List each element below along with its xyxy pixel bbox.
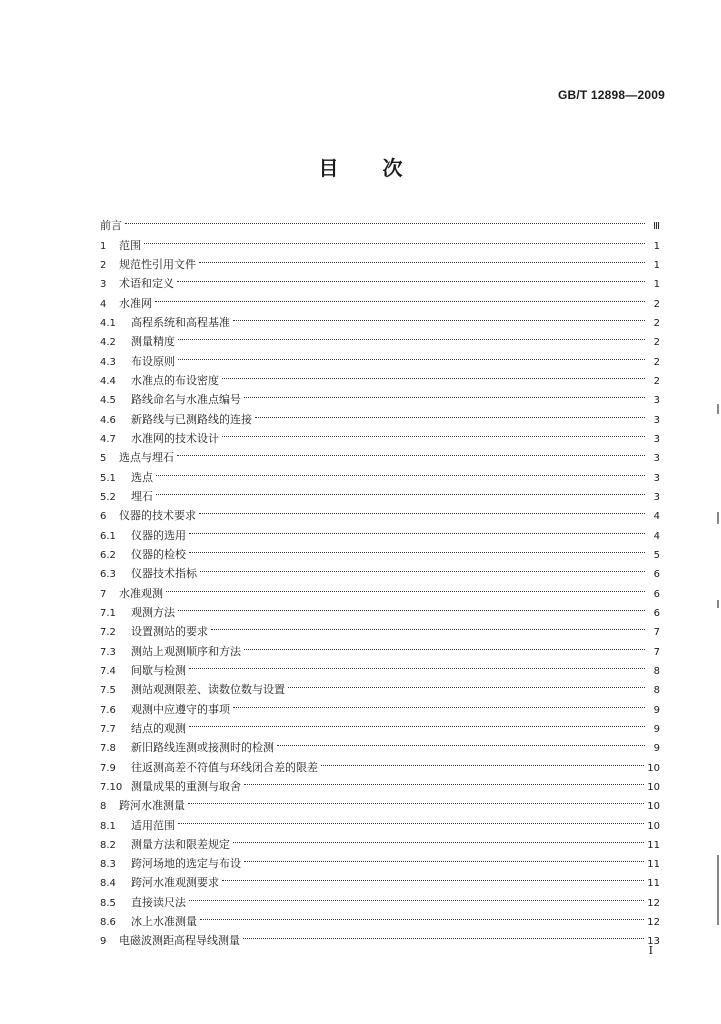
toc-entry-title: 前言 — [100, 219, 122, 233]
toc-entry-number: 4.5 — [100, 395, 116, 407]
toc-entry-number: 7.1 — [100, 607, 116, 619]
toc-entry-page: 3 — [653, 491, 660, 503]
toc-entry-title: 范围 — [119, 238, 141, 252]
toc-entry-page: 3 — [653, 472, 660, 484]
toc-entry-page: 9 — [653, 704, 660, 716]
toc-dot-leader — [222, 365, 645, 384]
toc-title-char-2: 次 — [382, 156, 403, 180]
toc-dot-leader — [233, 307, 645, 326]
toc-entry-title: 新路线与已测路线的连接 — [131, 412, 252, 426]
toc-dot-leader — [166, 577, 645, 596]
toc-entry-number: 1 — [100, 240, 107, 252]
toc-entry-page: 2 — [653, 317, 660, 329]
toc-dot-leader — [244, 771, 644, 790]
toc-entry-title: 仪器的检校 — [131, 547, 186, 561]
toc-entry-page: 8 — [653, 685, 660, 697]
toc-entry-page: 5 — [653, 549, 660, 561]
toc-entry-title: 间歇与检测 — [131, 663, 186, 677]
toc-entry — [100, 577, 660, 600]
toc-entry-number: 8.3 — [100, 859, 116, 871]
toc-entry-number: 8.6 — [100, 917, 116, 929]
toc-entry-number: 6 — [100, 511, 107, 523]
toc-dot-leader — [199, 500, 645, 519]
toc-entry-page: 9 — [653, 743, 660, 755]
toc-entry-page: 12 — [647, 917, 660, 929]
toc-entry-title: 结点的观测 — [131, 721, 186, 735]
toc-dot-leader — [222, 423, 645, 442]
toc-entry-number: 4.1 — [100, 317, 116, 329]
toc-entry-title: 冰上水准测量 — [131, 915, 197, 929]
toc-entry-title: 测站上观测顺序和方法 — [131, 644, 241, 658]
toc-dot-leader — [244, 635, 645, 654]
toc-entry — [100, 597, 660, 619]
toc-entry — [100, 365, 660, 387]
toc-entry-title: 测量成果的重测与取舍 — [131, 779, 241, 793]
toc-entry-number: 5.1 — [100, 472, 116, 484]
toc-entry — [100, 809, 660, 832]
toc-entry — [100, 268, 660, 291]
toc-entry-number: 4.7 — [100, 433, 116, 445]
toc-entry-number: 7.7 — [100, 723, 116, 735]
toc-dot-leader — [189, 655, 645, 674]
toc-dot-leader — [189, 539, 645, 558]
toc-dot-leader — [178, 326, 645, 345]
toc-dot-leader — [222, 867, 644, 886]
toc-dot-leader — [244, 848, 644, 867]
toc-dot-leader — [288, 674, 645, 693]
toc-entry-page: 12 — [647, 897, 660, 909]
toc-entry-number: 2 — [100, 259, 107, 271]
toc-title-char-1: 目 — [318, 156, 339, 180]
standard-number: GB/T 12898—2009 — [557, 88, 665, 102]
toc-entry-page: 4 — [653, 511, 660, 523]
toc-entry-title: 埋石 — [131, 489, 153, 503]
toc-entry-title: 仪器技术指标 — [131, 567, 197, 581]
toc-entry-page: 1 — [653, 240, 660, 252]
toc-entry-title: 水准网 — [119, 296, 152, 310]
toc-entry-title: 观测中应遵守的事项 — [131, 702, 230, 716]
toc-entry-page: 11 — [647, 859, 660, 871]
toc-entry-title: 测量方法和限差规定 — [131, 837, 230, 851]
toc-entry-number: 8.1 — [100, 820, 116, 832]
toc-entry-title: 观测方法 — [131, 605, 175, 619]
toc-entry-number: 7.8 — [100, 743, 116, 755]
toc-entry-page: 3 — [653, 453, 660, 465]
toc-entry-number: 9 — [100, 936, 107, 948]
toc-entry — [100, 307, 660, 329]
toc-entry-number: 7.10 — [100, 781, 123, 793]
toc-entry-number: 7.4 — [100, 665, 116, 677]
toc-dot-leader — [177, 268, 645, 287]
toc-entry-title: 水准点的布设密度 — [131, 373, 219, 387]
toc-entry-page: 11 — [647, 878, 660, 890]
toc-entry-title: 电磁波测距高程导线测量 — [119, 934, 240, 948]
toc-entry-title: 仪器的选用 — [131, 528, 186, 542]
toc-dot-leader — [178, 597, 645, 616]
toc-entry-title: 术语和定义 — [119, 277, 174, 291]
toc-dot-leader — [178, 809, 644, 828]
toc-entry-page: 7 — [653, 646, 660, 658]
toc-entry-page: 3 — [653, 433, 660, 445]
toc-entry-number: 7.6 — [100, 704, 116, 716]
toc-entry — [100, 345, 660, 368]
toc-entry-number: 5.2 — [100, 491, 116, 503]
toc-entry-page: 10 — [647, 762, 660, 774]
toc-entry-page: 1 — [653, 279, 660, 291]
toc-entry-number: 6.1 — [100, 530, 116, 542]
toc-entry — [100, 616, 660, 639]
toc-entry-number: 7.9 — [100, 762, 116, 774]
toc-entry-number: 7.2 — [100, 627, 116, 639]
toc-entry-page: 2 — [653, 375, 660, 387]
toc-dot-leader — [211, 616, 645, 635]
toc-title — [0, 152, 721, 181]
toc-dot-leader — [144, 229, 645, 248]
toc-dot-leader — [189, 886, 644, 905]
toc-entry — [100, 229, 660, 252]
toc-entry-title: 适用范围 — [131, 818, 175, 832]
toc-dot-leader — [200, 558, 645, 577]
toc-entry-title: 直接读尺法 — [131, 895, 186, 909]
toc-entry — [100, 481, 660, 503]
toc-dot-leader — [155, 287, 645, 306]
toc-entry-page: 10 — [647, 820, 660, 832]
page-number: I — [648, 944, 653, 957]
toc-entry-title: 仪器的技术要求 — [119, 509, 196, 523]
toc-entry-number: 7.5 — [100, 685, 116, 697]
toc-list — [100, 210, 660, 948]
toc-entry-number: 8.2 — [100, 839, 116, 851]
toc-entry-title: 水准网的技术设计 — [131, 431, 219, 445]
toc-dot-leader — [125, 210, 645, 229]
toc-entry — [100, 461, 660, 484]
toc-entry-title: 规范性引用文件 — [119, 257, 196, 271]
toc-entry-number: 4.6 — [100, 414, 116, 426]
toc-entry — [100, 210, 660, 233]
toc-dot-leader — [188, 790, 644, 809]
toc-entry-title: 跨河水准观测要求 — [131, 876, 219, 890]
toc-dot-leader — [156, 461, 645, 480]
toc-entry-number: 6.2 — [100, 549, 116, 561]
toc-entry-title: 设置测站的要求 — [131, 625, 208, 639]
toc-entry-page: 2 — [653, 356, 660, 368]
toc-entry-number: 4.4 — [100, 375, 116, 387]
toc-entry — [100, 287, 660, 310]
toc-entry — [100, 829, 660, 851]
toc-entry-page: 10 — [647, 801, 660, 813]
toc-entry-number: 6.3 — [100, 569, 116, 581]
toc-entry-page: 6 — [653, 588, 660, 600]
toc-entry — [100, 326, 660, 349]
toc-entry-number: 4.3 — [100, 356, 116, 368]
toc-dot-leader — [189, 519, 645, 538]
toc-entry-page: 3 — [653, 414, 660, 426]
toc-entry-page: Ⅲ — [653, 221, 660, 233]
toc-entry-title: 测站观测限差、读数位数与设置 — [131, 683, 285, 697]
toc-dot-leader — [200, 906, 644, 925]
toc-entry-title: 跨河场地的选定与布设 — [131, 857, 241, 871]
scan-edge-mark — [717, 404, 719, 414]
scan-edge-mark — [717, 600, 719, 608]
toc-entry-page: 11 — [647, 839, 660, 851]
toc-entry-page: 2 — [653, 337, 660, 349]
toc-entry-page: 1 — [653, 259, 660, 271]
toc-entry-number: 5 — [100, 453, 107, 465]
toc-entry-title: 选点 — [131, 470, 153, 484]
toc-entry-page: 9 — [653, 723, 660, 735]
toc-entry-number: 7.3 — [100, 646, 116, 658]
toc-dot-leader — [255, 403, 645, 422]
toc-entry — [100, 442, 660, 465]
toc-entry-number: 8.4 — [100, 878, 116, 890]
toc-entry-page: 13 — [647, 936, 660, 948]
toc-entry-page: 6 — [653, 607, 660, 619]
toc-dot-leader — [199, 249, 645, 268]
toc-entry-number: 3 — [100, 279, 107, 291]
toc-entry-title: 水准观测 — [119, 586, 163, 600]
toc-entry — [100, 500, 660, 523]
toc-entry-title: 测量精度 — [131, 335, 175, 349]
toc-entry-page: 4 — [653, 530, 660, 542]
toc-dot-leader — [156, 481, 645, 500]
toc-entry-page: 3 — [653, 395, 660, 407]
toc-dot-leader — [189, 713, 645, 732]
toc-entry-title: 路线命名与水准点编号 — [131, 393, 241, 407]
toc-entry-title: 选点与埋石 — [119, 451, 174, 465]
toc-entry-page: 6 — [653, 569, 660, 581]
toc-dot-leader — [233, 693, 645, 712]
toc-entry-title: 新旧路线连测或接测时的检测 — [131, 741, 274, 755]
toc-entry-title: 高程系统和高程基准 — [131, 315, 230, 329]
scan-edge-mark — [717, 512, 719, 524]
toc-dot-leader — [243, 925, 644, 944]
scan-edge-mark — [717, 855, 719, 925]
toc-entry-page: 2 — [653, 298, 660, 310]
toc-dot-leader — [178, 345, 645, 364]
toc-dot-leader — [277, 732, 645, 751]
toc-entry-number: 4 — [100, 298, 107, 310]
toc-entry-page: 10 — [647, 781, 660, 793]
toc-entry-page: 8 — [653, 665, 660, 677]
toc-entry-page: 7 — [653, 627, 660, 639]
toc-entry — [100, 249, 660, 271]
toc-dot-leader — [321, 751, 644, 770]
toc-dot-leader — [177, 442, 645, 461]
toc-dot-leader — [233, 829, 644, 848]
toc-entry-title: 跨河水准测量 — [119, 799, 185, 813]
toc-entry-title: 往返测高差不符值与环线闭合差的限差 — [131, 760, 318, 774]
toc-entry-number: 8.5 — [100, 897, 116, 909]
toc-entry-title: 布设原则 — [131, 354, 175, 368]
toc-entry-number: 8 — [100, 801, 107, 813]
toc-dot-leader — [244, 384, 645, 403]
toc-entry-number: 4.2 — [100, 337, 116, 349]
toc-entry-number: 7 — [100, 588, 107, 600]
